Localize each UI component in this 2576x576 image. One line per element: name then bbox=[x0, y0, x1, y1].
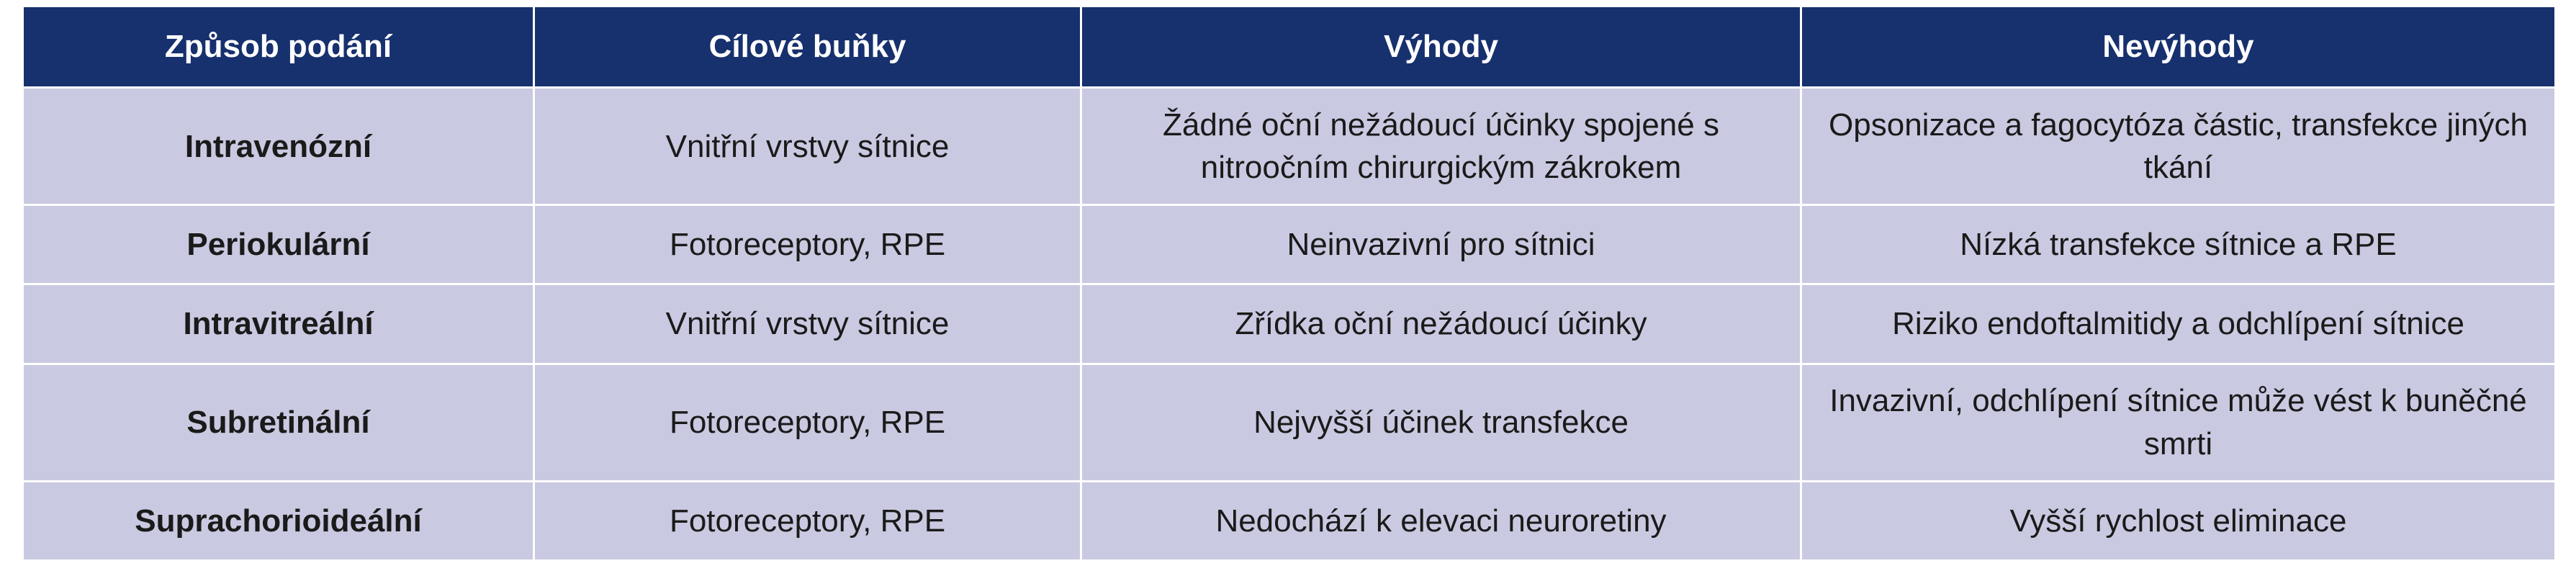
cell-target-cells: Fotoreceptory, RPE bbox=[534, 481, 1081, 560]
cell-disadvantages: Opsonizace a fagocytóza částic, transfekce jiných tkání bbox=[1801, 88, 2556, 205]
cell-advantages: Nedochází k elevaci neuroretiny bbox=[1081, 481, 1801, 560]
cell-disadvantages: Vyšší rychlost eliminace bbox=[1801, 481, 2556, 560]
cell-disadvantages: Invazivní, odchlípení sítnice může vést k buněčné smrti bbox=[1801, 364, 2556, 481]
cell-advantages: Žádné oční nežádoucí účinky spojené s nitroočním chirurgickým zákrokem bbox=[1081, 88, 1801, 205]
cell-advantages: Neinvazivní pro sítnici bbox=[1081, 205, 1801, 284]
table-row bbox=[23, 364, 2556, 481]
header-disadvantages: Nevýhody bbox=[1801, 7, 2556, 88]
table-row bbox=[23, 88, 2556, 205]
cell-target-cells: Vnitřní vrstvy sítnice bbox=[534, 88, 1081, 205]
cell-target-cells: Fotoreceptory, RPE bbox=[534, 205, 1081, 284]
administration-routes-table-container bbox=[22, 7, 2554, 562]
table-header-row bbox=[23, 7, 2556, 88]
cell-advantages: Zřídka oční nežádoucí účinky bbox=[1081, 284, 1801, 364]
table-row bbox=[23, 284, 2556, 364]
header-target-cells: Cílové buňky bbox=[534, 7, 1081, 88]
cell-route: Intravitreální bbox=[23, 284, 534, 364]
cell-advantages: Nejvyšší účinek transfekce bbox=[1081, 364, 1801, 481]
cell-route: Subretinální bbox=[23, 364, 534, 481]
cell-route: Suprachorioideální bbox=[23, 481, 534, 560]
cell-disadvantages: Riziko endoftalmitidy a odchlípení sítnice bbox=[1801, 284, 2556, 364]
cell-target-cells: Fotoreceptory, RPE bbox=[534, 364, 1081, 481]
administration-routes-table bbox=[22, 7, 2557, 562]
table-row bbox=[23, 205, 2556, 284]
cell-disadvantages: Nízká transfekce sítnice a RPE bbox=[1801, 205, 2556, 284]
header-route: Způsob podání bbox=[23, 7, 534, 88]
cell-route: Intravenózní bbox=[23, 88, 534, 205]
header-advantages: Výhody bbox=[1081, 7, 1801, 88]
table-row bbox=[23, 481, 2556, 560]
cell-target-cells: Vnitřní vrstvy sítnice bbox=[534, 284, 1081, 364]
cell-route: Periokulární bbox=[23, 205, 534, 284]
